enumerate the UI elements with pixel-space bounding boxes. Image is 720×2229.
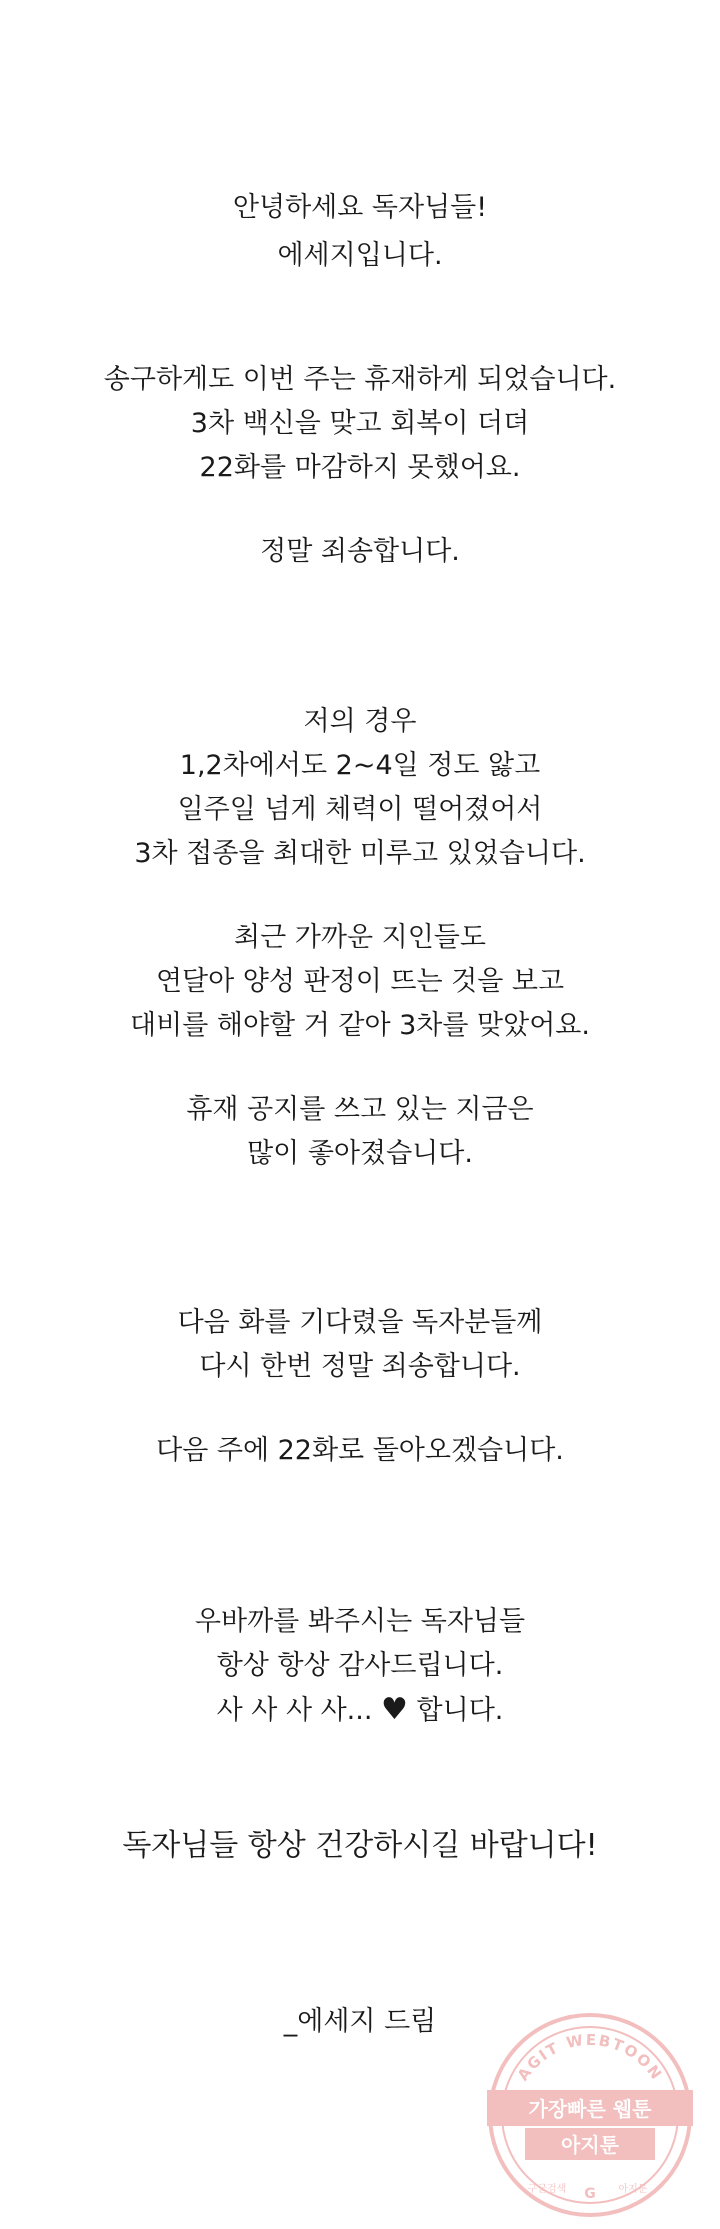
watermark-line-2: 아지툰: [561, 2133, 619, 2157]
watermark-stamp: [485, 2010, 695, 2220]
love-line: [0, 1690, 720, 1731]
love-suffix: 합니다.: [416, 1695, 504, 1726]
love-prefix: 사 사 사 사...: [216, 1695, 373, 1726]
watermark-seal-icon: [485, 2010, 695, 2220]
svg-text:AGIT WEBTOON: [514, 2031, 667, 2084]
story3-line-1: 휴재 공지를 쓰고 있는 지금은: [186, 1094, 534, 1125]
readers-line-2: 다시 한번 정말 죄송합니다.: [199, 1351, 521, 1382]
apology-line-2: 3차 백신을 맞고 회복이 더뎌: [190, 408, 530, 439]
heart-icon: ♥: [381, 1692, 408, 1727]
watermark-line-1: 가장빠른 웹툰: [528, 2097, 652, 2121]
greeting-line-1: 안녕하세요 독자님들!: [232, 192, 488, 223]
story2-line-1: 최근 가까운 지인들도: [234, 922, 486, 953]
next-week-line: 다음 주에 22화로 돌아오겠습니다.: [156, 1435, 564, 1466]
health-line: 독자님들 항상 건강하시길 바랍니다!: [122, 1828, 598, 1863]
readers-line-1: 다음 화를 기다렸을 독자분들께: [177, 1307, 543, 1338]
google-icon: G: [584, 2186, 596, 2202]
story3-line-2: 많이 좋아졌습니다.: [247, 1138, 473, 1169]
thanks-line-2: 항상 항상 감사드립니다.: [216, 1650, 504, 1681]
story1-line-2: 1,2차에서도 2~4일 정도 앓고: [179, 750, 541, 781]
signature-line: _에세지 드림: [283, 2006, 437, 2037]
story1-line-3: 일주일 넘게 체력이 떨어졌어서: [177, 794, 543, 825]
story1-line-1: 저의 경우: [303, 706, 417, 737]
apology-line-1: 송구하게도 이번 주는 휴재하게 되었습니다.: [103, 364, 617, 395]
story1-line-4: 3차 접종을 최대한 미루고 있었습니다.: [134, 838, 586, 869]
watermark-bottom-right: 아지툰: [618, 2184, 648, 2195]
apology-line-3: 22화를 마감하지 못했어요.: [199, 452, 521, 483]
thanks-line-1: 우바까를 봐주시는 독자님들: [194, 1606, 526, 1637]
watermark-arc-text: AGIT WEBTOON: [513, 2030, 667, 2085]
sorry-line: 정말 죄송합니다.: [260, 536, 460, 567]
story2-line-3: 대비를 해야할 거 같아 3차를 맞았어요.: [130, 1010, 590, 1041]
story2-line-2: 연달아 양성 판정이 뜨는 것을 보고: [155, 966, 565, 997]
greeting-line-2: 에세지입니다.: [277, 240, 443, 271]
watermark-bottom-left: 구글검색: [527, 2184, 567, 2195]
